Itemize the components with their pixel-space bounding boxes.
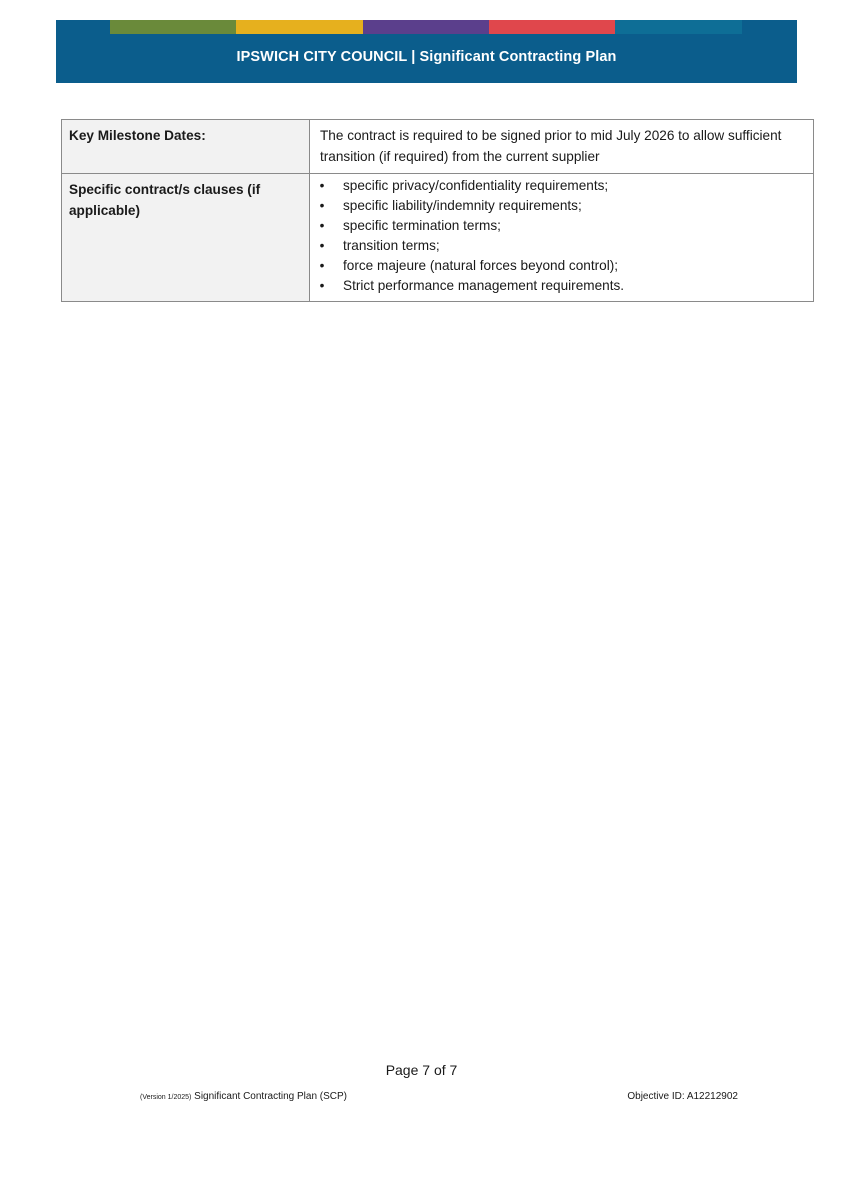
clause-text: specific termination terms; (343, 218, 501, 233)
bullet-icon: • (319, 278, 325, 293)
header-stripe-yellow (236, 20, 363, 34)
header-stripe-blue (615, 20, 742, 34)
clause-text: specific liability/indemnity requirements; (343, 198, 582, 213)
bullet-icon: • (319, 258, 325, 273)
footer-version: (Version 1/2025) (140, 1094, 192, 1101)
table-row (62, 174, 814, 302)
contract-clauses-value (310, 174, 814, 302)
clause-text: transition terms; (343, 238, 440, 253)
list-item (315, 276, 803, 296)
bullet-icon: • (319, 218, 325, 233)
footer-document-info (140, 1091, 347, 1102)
bullet-icon: • (319, 198, 325, 213)
list-item (315, 256, 803, 276)
list-item (315, 216, 803, 236)
list-item (315, 176, 803, 196)
clauses-list (315, 176, 803, 296)
header-stripe-green (110, 20, 236, 34)
document-header (56, 20, 797, 83)
key-milestone-dates-value: The contract is required to be signed prior to mid July 2026 to allow sufficient transition (if required) from the current supplier (310, 120, 814, 174)
page-number: Page 7 of 7 (385, 1062, 458, 1078)
contract-clauses-label: Specific contract/s clauses (if applicable) (62, 174, 310, 302)
clause-text: specific privacy/confidentiality requirements; (343, 178, 609, 193)
header-stripe-red (489, 20, 615, 34)
header-stripe-purple (363, 20, 489, 34)
clause-text: force majeure (natural forces beyond control); (343, 258, 619, 273)
footer-objective-id: Objective ID: A12212902 (627, 1091, 738, 1102)
table-row (62, 120, 814, 174)
key-milestone-dates-label: Key Milestone Dates: (62, 120, 310, 174)
header-title: IPSWICH CITY COUNCIL | Significant Contracting Plan (236, 49, 617, 65)
bullet-icon: • (319, 178, 325, 193)
list-item (315, 196, 803, 216)
list-item (315, 236, 803, 256)
clause-text: Strict performance management requirements. (343, 278, 625, 293)
footer-document-name: Significant Contracting Plan (SCP) (194, 1091, 348, 1102)
bullet-icon: • (319, 238, 325, 253)
contract-details-table (61, 119, 814, 302)
